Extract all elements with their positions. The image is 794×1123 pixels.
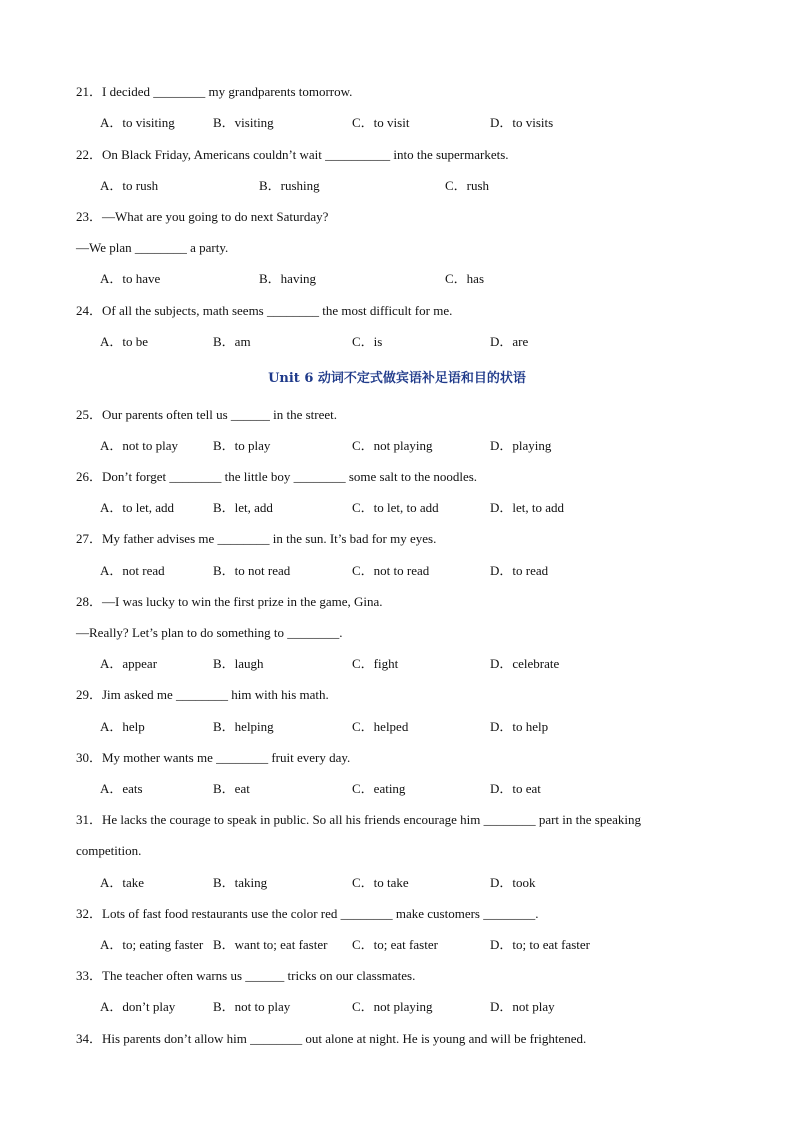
q30-option-b: B．eat [213, 781, 250, 796]
q24-option-c: C．is [352, 334, 383, 349]
question-34: 34．His parents don’t allow him ________ out alone at night. He is young and will be frightened. [76, 1031, 587, 1046]
q29-option-a: A．help [100, 719, 145, 734]
q32-option-c: C．to; eat faster [352, 937, 438, 952]
q33-option-a: A．don’t play [100, 999, 176, 1014]
q27-option-b: B．to not read [213, 563, 291, 578]
q31-option-b: B．taking [213, 875, 268, 890]
q27-option-c: C．not to read [352, 563, 430, 578]
q29-option-d: D．to help [490, 719, 549, 734]
q31-option-c: C．to take [352, 875, 409, 890]
q29-option-b: B．helping [213, 719, 274, 734]
question-28-reply: —Really? Let’s plan to do something to ________. [76, 625, 343, 640]
q30-option-a: A．eats [100, 781, 143, 796]
question-31-continued: competition. [76, 843, 142, 858]
q24-option-a: A．to be [100, 334, 149, 349]
q26-option-d: D．let, to add [490, 500, 565, 515]
question-31: 31．He lacks the courage to speak in public. So all his friends encourage him ________ part in the speaking [76, 812, 641, 827]
q21-option-d: D．to visits [490, 115, 554, 130]
question-25: 25．Our parents often tell us ______ in the street. [76, 407, 338, 422]
q22-option-a: A．to rush [100, 178, 159, 193]
q32-option-b: B．want to; eat faster [213, 937, 328, 952]
q32-option-d: D．to; to eat faster [490, 937, 590, 952]
q26-option-c: C．to let, to add [352, 500, 439, 515]
question-27: 27．My father advises me ________ in the sun. It’s bad for my eyes. [76, 531, 437, 546]
q25-option-c: C．not playing [352, 438, 433, 453]
question-21: 21．I decided ________ my grandparents tomorrow. [76, 84, 353, 99]
question-32: 32．Lots of fast food restaurants use the color red ________ make customers ________. [76, 906, 539, 921]
q31-option-d: D．took [490, 875, 536, 890]
question-30: 30．My mother wants me ________ fruit every day. [76, 750, 351, 765]
question-26: 26．Don’t forget ________ the little boy ________ some salt to the noodles. [76, 469, 478, 484]
section-heading: Unit 6 动词不定式做宾语补足语和目的状语 [268, 371, 526, 386]
q31-option-a: A．take [100, 875, 145, 890]
q23-option-b: B．having [259, 271, 317, 286]
q25-option-b: B．to play [213, 438, 271, 453]
q27-option-d: D．to read [490, 563, 549, 578]
question-22: 22．On Black Friday, Americans couldn’t wait __________ into the supermarkets. [76, 147, 509, 162]
q30-option-d: D．to eat [490, 781, 541, 796]
q23-option-c: C．has [445, 271, 485, 286]
question-24: 24．Of all the subjects, math seems ________ the most difficult for me. [76, 303, 453, 318]
q23-option-a: A．to have [100, 271, 161, 286]
q21-option-b: B．visiting [213, 115, 274, 130]
q33-option-c: C．not playing [352, 999, 433, 1014]
q33-option-d: D．not play [490, 999, 555, 1014]
q25-option-d: D．playing [490, 438, 552, 453]
q28-option-b: B．laugh [213, 656, 264, 671]
q32-option-a: A．to; eating faster [100, 937, 204, 952]
q22-option-c: C．rush [445, 178, 490, 193]
q21-option-a: A．to visiting [100, 115, 175, 130]
q28-option-a: A．appear [100, 656, 158, 671]
q26-option-a: A．to let, add [100, 500, 175, 515]
q27-option-a: A．not read [100, 563, 165, 578]
question-23: 23．—What are you going to do next Saturday? [76, 209, 329, 224]
question-23-reply: —We plan ________ a party. [76, 240, 229, 255]
q22-option-b: B．rushing [259, 178, 320, 193]
q26-option-b: B．let, add [213, 500, 273, 515]
q28-option-d: D．celebrate [490, 656, 560, 671]
q24-option-d: D．are [490, 334, 529, 349]
q25-option-a: A．not to play [100, 438, 178, 453]
q21-option-c: C．to visit [352, 115, 410, 130]
question-33: 33．The teacher often warns us ______ tricks on our classmates. [76, 968, 416, 983]
q29-option-c: C．helped [352, 719, 409, 734]
question-29: 29．Jim asked me ________ him with his math. [76, 687, 329, 702]
q33-option-b: B．not to play [213, 999, 291, 1014]
question-28: 28．—I was lucky to win the first prize in the game, Gina. [76, 594, 383, 609]
q30-option-c: C．eating [352, 781, 406, 796]
q28-option-c: C．fight [352, 656, 399, 671]
q24-option-b: B．am [213, 334, 251, 349]
